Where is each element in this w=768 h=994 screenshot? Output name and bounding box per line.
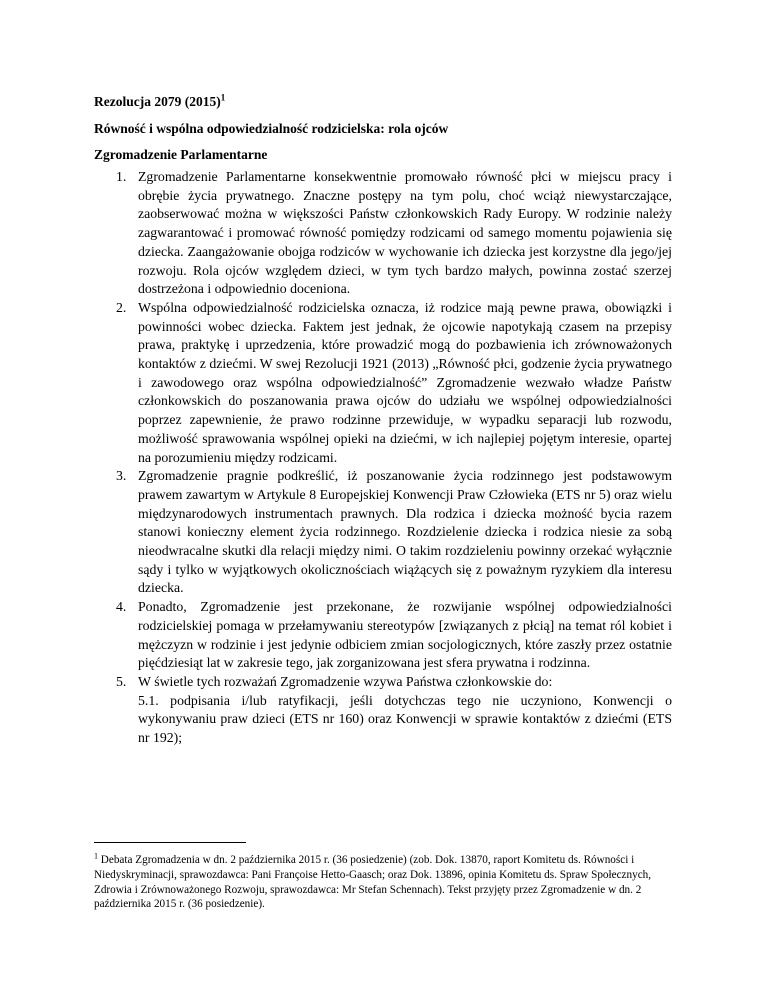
list-item (116, 673, 672, 748)
footnote-separator (94, 842, 246, 843)
footnote-reference[interactable]: 1 (220, 92, 226, 103)
sub-item-text: 5.1. podpisania i/lub ratyfikacji, jeśli dotychczas tego nie uczyniono, Konwencji o wykonywaniu praw dzieci (ETS nr 160) oraz Konwencji w sprawie kontaktów z dziećmi (ETS nr 192); (138, 692, 672, 746)
item-number: 3. (116, 468, 127, 484)
resolution-title-text: Rezolucja 2079 (2015) (94, 94, 221, 109)
item-text: Ponadto, Zgromadzenie jest przekonane, że rozwijanie wspólnej odpowiedzialności rodzicielskiej pomaga w przełamywaniu stereotypów [związanych z płcią] na temat ról kobiet i mężczyzn w rodzinie i jest jedynie odbiciem zmian socjologicznych, które zaszły przez ostatnie pięćdziesiąt lat w zakresie tego, jak zorganizowana jest sfera prywatna i rodzinna. (138, 599, 672, 671)
footnote (94, 853, 674, 912)
list-item (116, 467, 672, 598)
resolution-subtitle: Równość i wspólna odpowiedzialność rodzicielska: rola ojców (94, 121, 449, 136)
item-number: 4. (116, 599, 127, 615)
list-item (116, 598, 672, 673)
list-item (116, 168, 672, 299)
item-text: W świetle tych rozważań Zgromadzenie wzywa Państwa członkowskie do: (138, 673, 553, 689)
section-heading: Zgromadzenie Parlamentarne (94, 147, 268, 162)
item-number: 1. (116, 169, 127, 184)
item-number: 2. (116, 299, 127, 315)
resolution-title (94, 94, 225, 110)
footnote-text: Debata Zgromadzenia w dn. 2 października 2015 r. (36 posiedzenie) (zob. Dok. 13870, raport Komitetu ds. Równości i Niedyskryminacji, sprawozdawca: Pani Françoise Hetto-Gaasch; oraz Dok. 13896, opinia Komitetu ds. Spraw Społecznych, Zdrowia i Zrównoważonego Rozwoju, sprawozdawca: Mr Stefan Schennach). Tekst przyjęty przez Zgromadzenie w dn. 2 października 2015 r. (36 posiedzenie). (94, 854, 652, 911)
footnote-marker: 1 (94, 851, 98, 861)
item-text: Wspólna odpowiedzialność rodzicielska oznacza, iż rodzice mają pewne prawa, obowiązki i powinności wobec dziecka. Faktem jest jednak, że ojcowie napotykają czasem na przepisy prawa, praktykę i uprzedzenia, które prowadzić mogą do pozbawienia ich zrównoważonych kontaktów z dziećmi. W swej Rezolucji 1921 (2013) „Równość płci, godzenie życia prywatnego i zawodowego oraz wspólna odpowiedzialność” Zgromadzenie wezwało władze Państw członkowskich do poszanowania prawa ojców do udziału we wspólnej odpowiedzialności poprzez zapewnienie, że prawo rodzinne przewiduje, w wypadku separacji lub rozwodu, możliwość sprawowania wspólnej opieki na dziećmi, w ich najlepiej pojętym interesie, opartej na porozumieniu między rodzicami. (138, 299, 672, 465)
item-number: 5. (116, 673, 127, 689)
item-text: Zgromadzenie Parlamentarne konsekwentnie promowało równość płci w miejscu pracy i obrębie życia prywatnego. Znaczne postępy na tym polu, choć wciąż niewystarczające, zaobserwować można w większości Państw członkowskich Rady Europy. W rodzinie należy zagwarantować i promować równość pomiędzy rodzicami od samego momentu pojawienia się dziecka. Zaangażowanie obojga rodziców w wychowanie ich dziecka jest korzystne dla jego/jej rozwoju. Rola ojców względem dzieci, w tym tych bardzo małych, powinna zostać szerzej dostrzeżona i odpowiednio doceniona. (138, 169, 672, 297)
resolution-paragraph-list (116, 168, 672, 748)
list-item (116, 299, 672, 467)
item-text: Zgromadzenie pragnie podkreślić, iż poszanowanie życia rodzinnego jest podstawowym prawem zawartym w Artykule 8 Europejskiej Konwencji Praw Człowieka (ETS nr 5) oraz wielu międzynarodowych instrumentach prawnych. Dla rodzica i dziecka możność bycia razem stanowi konieczny element życia rodzinnego. Rozdzielenie dziecka i rodzica niesie za sobą nieodwracalne skutki dla relacji między nimi. O takim rozdzieleniu powinny orzekać wyłącznie sądy i tylko w wyjątkowych okolicznościach wiążących się z poważnym ryzykiem dla interesu dziecka. (138, 468, 672, 596)
